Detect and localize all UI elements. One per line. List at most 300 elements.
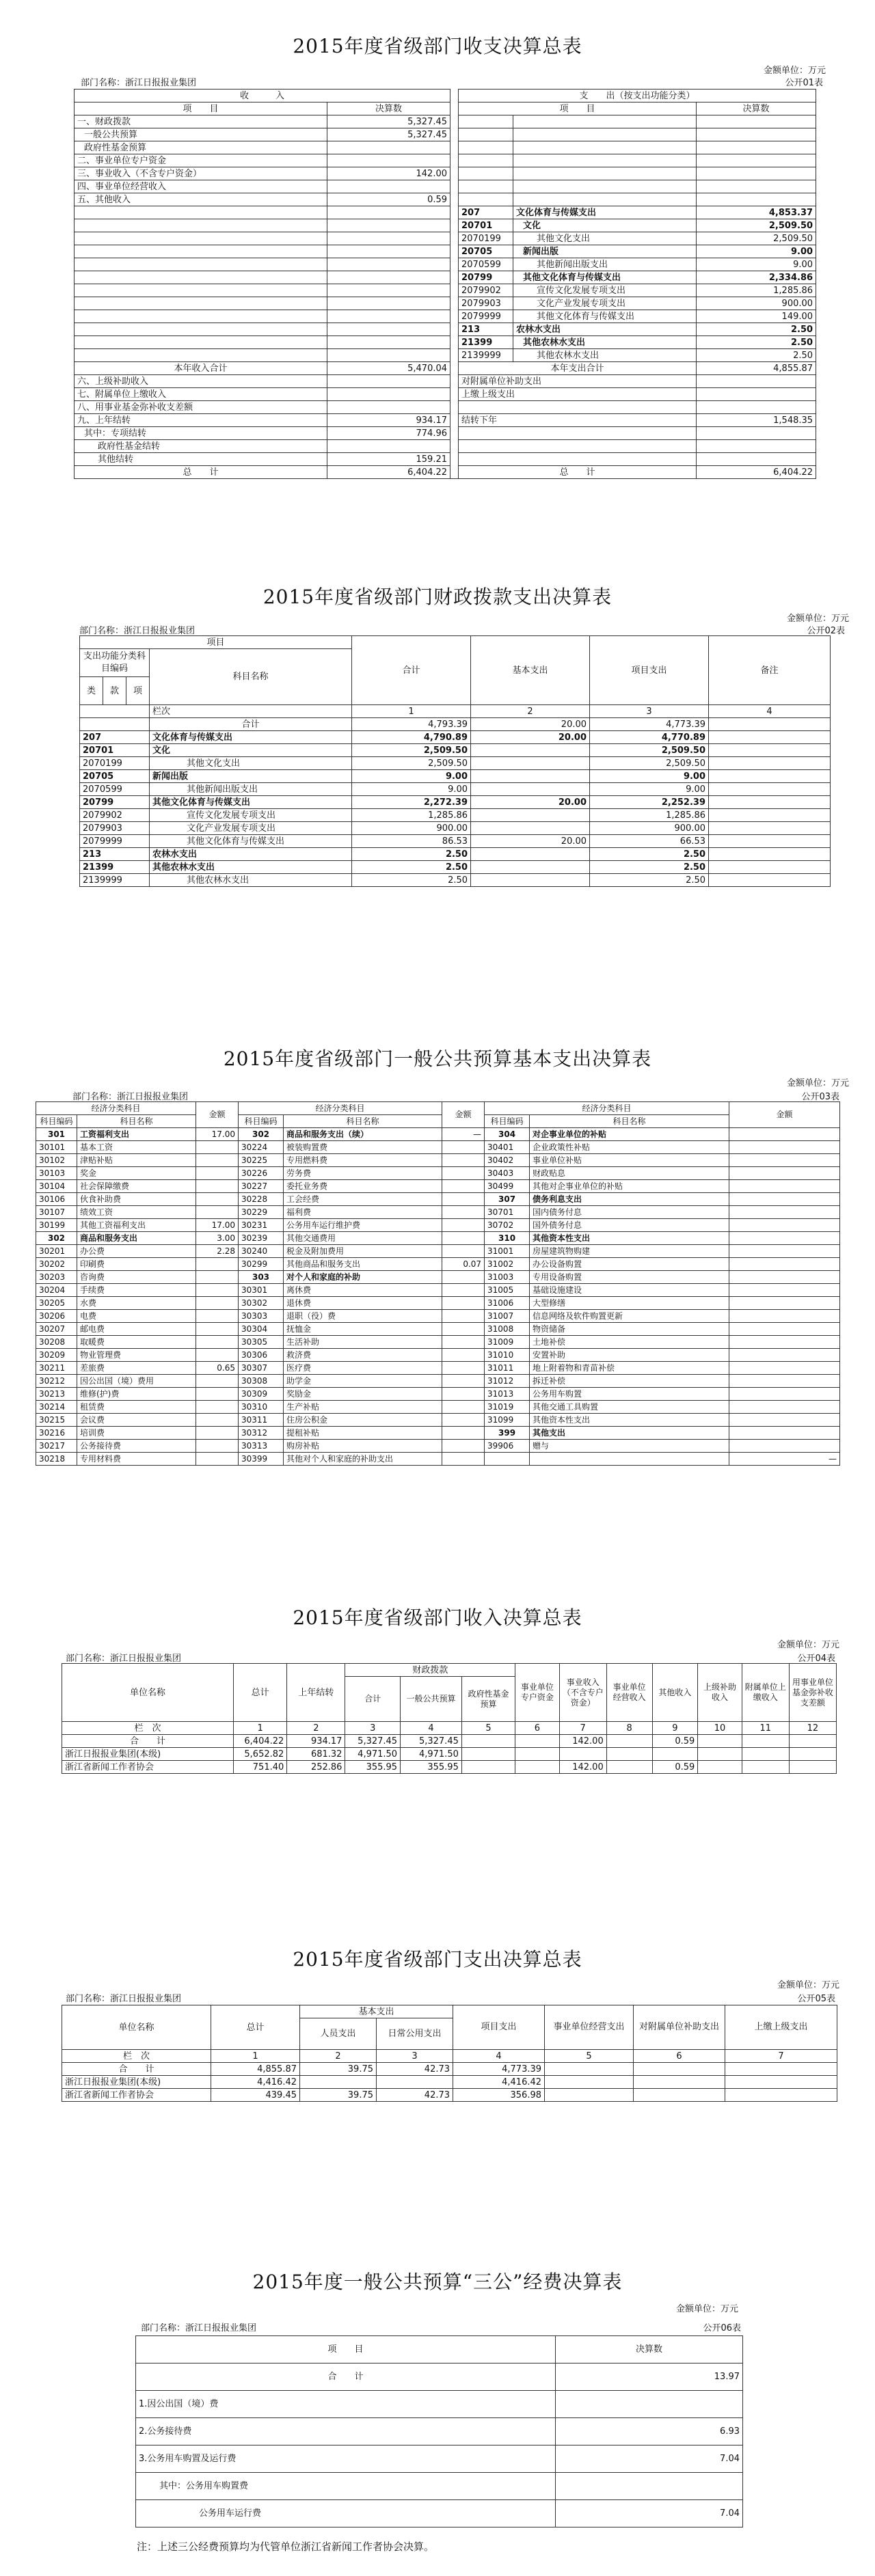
- t3-code: 31003: [485, 1271, 530, 1284]
- t1-gap: [450, 115, 459, 128]
- t5-value: [545, 2063, 634, 2076]
- t3-code: 30701: [485, 1206, 530, 1219]
- table-row: [80, 874, 831, 887]
- t1-hdr-final-l: 决算数: [327, 102, 450, 115]
- t2-h-total: 合计: [352, 636, 471, 705]
- t2-value: [471, 861, 590, 874]
- t2-note: [709, 757, 831, 770]
- t2-value: 9.00: [590, 770, 709, 783]
- t4-value: [515, 1748, 559, 1761]
- t1-hdr-item-l: 项 目: [75, 102, 327, 115]
- t5-code: 公开05表: [797, 1994, 835, 2004]
- t4-value: 252.86: [287, 1761, 345, 1774]
- table-row: [36, 1219, 840, 1232]
- t1-empty: [75, 219, 327, 232]
- t1-code: 公开01表: [785, 78, 823, 88]
- table-row: [80, 809, 831, 822]
- t4-value: 934.17: [287, 1735, 345, 1748]
- table-row: [80, 744, 831, 757]
- t1-empty: [513, 167, 697, 180]
- table-row: [75, 323, 816, 336]
- t5-value: 4,416.42: [453, 2076, 545, 2089]
- table-row: [80, 835, 831, 848]
- t1-gap: [450, 466, 459, 479]
- t1-empty: [459, 193, 513, 206]
- t4-table: [62, 1663, 837, 1774]
- t4-value: [606, 1735, 652, 1748]
- t1-grand-label-r: 总 计: [459, 466, 697, 479]
- t3-name: 事业单位补贴: [530, 1154, 729, 1167]
- t3-amount: [729, 1401, 840, 1414]
- t1-bottom-value: [327, 440, 450, 453]
- t3-name: 福利费: [284, 1206, 442, 1219]
- t1-expense-label: 文化体育与传媒支出: [513, 206, 697, 219]
- table-row: [75, 206, 816, 219]
- t3-code: 301: [36, 1128, 77, 1141]
- t3-code: 30216: [36, 1427, 77, 1440]
- t1-expense-value: 2,509.50: [697, 219, 816, 232]
- t1-gap: [450, 102, 459, 115]
- table-row: [36, 1362, 840, 1375]
- table-row: [62, 2063, 837, 2076]
- t3-code: 303: [239, 1271, 284, 1284]
- t2-name: 其他文化体育与传媒支出: [150, 796, 352, 809]
- t1-empty: [697, 154, 816, 167]
- t3-name: 工会经费: [284, 1193, 442, 1206]
- t1-empty: [75, 349, 327, 362]
- t1-gap: [450, 440, 459, 453]
- table-row: [75, 440, 816, 453]
- t1-expense-value: 1,285.86: [697, 284, 816, 297]
- t3-h-name: 科目名称: [530, 1115, 729, 1128]
- table-row: [36, 1388, 840, 1401]
- t4-col-num: 10: [698, 1722, 742, 1735]
- t3-name: 办公设备购置: [530, 1258, 729, 1271]
- t3-amount: [442, 1453, 485, 1466]
- t1-empty: [697, 193, 816, 206]
- t3-code: 399: [485, 1427, 530, 1440]
- t1-expense-total: 4,855.87: [697, 362, 816, 375]
- t1-expense-value: 2.50: [697, 349, 816, 362]
- table-row: [36, 1128, 840, 1141]
- t2-name: 文化产业发展专项支出: [150, 822, 352, 835]
- t1-income-label: 一、财政拨款: [75, 115, 327, 128]
- t2-code: 公开02表: [807, 626, 845, 636]
- t1-expense-code: 2139999: [459, 349, 513, 362]
- t1-gap: [450, 193, 459, 206]
- t5-value: [725, 2063, 837, 2076]
- t1-empty: [697, 167, 816, 180]
- t1-bottom-value: 159.21: [327, 453, 450, 466]
- table-row: [75, 102, 816, 115]
- t3-name: 退职（役）费: [284, 1310, 442, 1323]
- t2-name: 文化: [150, 744, 352, 757]
- t3-code: 30301: [239, 1284, 284, 1297]
- t2-note: [709, 796, 831, 809]
- t3-code: 30313: [239, 1440, 284, 1453]
- t3-h-name: 科目名称: [77, 1115, 196, 1128]
- t1-gap: [450, 206, 459, 219]
- t2-name: 其他文化体育与传媒支出: [150, 835, 352, 848]
- t3-name: 其他交通工具购置: [530, 1401, 729, 1414]
- t4-unit-name: 合 计: [62, 1735, 234, 1748]
- table-row: [36, 1297, 840, 1310]
- t4-col-num: 6: [515, 1722, 559, 1735]
- t3-code: 30299: [239, 1258, 284, 1271]
- t5-unit: 金额单位：万元: [777, 1980, 839, 1990]
- table-row: [62, 1664, 837, 1677]
- t1-bottom-value: [327, 375, 450, 388]
- t4-value: 5,652.82: [234, 1748, 287, 1761]
- t4-value: [742, 1761, 789, 1774]
- t3-code: 30403: [485, 1167, 530, 1180]
- t1-expense-value: 900.00: [697, 297, 816, 310]
- t5-value: [300, 2076, 377, 2089]
- t6-item-value: 13.97: [556, 2363, 743, 2391]
- t3-amount: [729, 1128, 840, 1141]
- t3-amount: 17.00: [196, 1128, 239, 1141]
- t1-gap: [450, 414, 459, 427]
- t3-code: 30218: [36, 1453, 77, 1466]
- t3-code: 31006: [485, 1297, 530, 1310]
- table-row: [62, 1735, 837, 1748]
- t3-name: 其他商品和服务支出: [284, 1258, 442, 1271]
- t3-amount: [196, 1453, 239, 1466]
- t1-expense-label: 其他新闻出版支出: [513, 258, 697, 271]
- t1-gap: [450, 375, 459, 388]
- t1-gap: [450, 362, 459, 375]
- t1-empty: [459, 141, 513, 154]
- t4-col-num: 2: [287, 1722, 345, 1735]
- t4-value: [698, 1735, 742, 1748]
- t4-value: 5,327.45: [401, 1735, 462, 1748]
- t2-value: 2,252.39: [590, 796, 709, 809]
- t1-expense-value: 2,334.86: [697, 271, 816, 284]
- t1-hdr-expense: 支 出（按支出功能分类）: [459, 90, 816, 102]
- t6-code: 公开06表: [703, 2323, 741, 2333]
- t1-expense-code: 20799: [459, 271, 513, 284]
- t6-item-label: 2.公务接待费: [136, 2418, 556, 2445]
- t3-name: 助学金: [284, 1375, 442, 1388]
- t3-name: 劳务费: [284, 1167, 442, 1180]
- t4-h-col: 其他收入: [652, 1664, 698, 1722]
- t2-note: [709, 822, 831, 835]
- t2-h-proj: 项目支出: [590, 636, 709, 705]
- t3-code: 30224: [239, 1141, 284, 1154]
- table-row: [36, 1193, 840, 1206]
- t2-h-item: 项目: [80, 636, 352, 649]
- t3-name: 医疗费: [284, 1362, 442, 1375]
- t3-code: 302: [239, 1128, 284, 1141]
- t3-name: 物资储备: [530, 1323, 729, 1336]
- t5-h-name: 单位名称: [62, 2005, 211, 2050]
- t2-value: 9.00: [352, 770, 471, 783]
- t1-gap: [450, 284, 459, 297]
- table-row: [80, 796, 831, 809]
- t1-expense-label: 其他农林水支出: [513, 349, 697, 362]
- t4-h-fiscal: 财政拨款: [345, 1664, 515, 1677]
- t2-code: 213: [80, 848, 150, 861]
- t3-code: 30499: [485, 1180, 530, 1193]
- t1-empty: [327, 271, 450, 284]
- t4-col-num: 9: [652, 1722, 698, 1735]
- t2-value: [471, 809, 590, 822]
- t5-value: [634, 2063, 725, 2076]
- t1-bottom-exp-label: [459, 401, 697, 414]
- t3-name: 取暖费: [77, 1336, 196, 1349]
- t3-amount: [729, 1206, 840, 1219]
- t2-n1: 1: [352, 705, 471, 718]
- t2-note: [709, 835, 831, 848]
- t3-amount: [442, 1323, 485, 1336]
- table-row: [62, 2050, 837, 2063]
- t3-code: 30204: [36, 1284, 77, 1297]
- t3-code: 39906: [485, 1440, 530, 1453]
- t3-name: 大型修缮: [530, 1297, 729, 1310]
- t3-code: 30304: [239, 1323, 284, 1336]
- t2-value: 86.53: [352, 835, 471, 848]
- t2-code: 20701: [80, 744, 150, 757]
- t3-amount: [729, 1232, 840, 1245]
- t4-value: 0.59: [652, 1761, 698, 1774]
- table-row: [80, 783, 831, 796]
- t3-name: 工资福利支出: [77, 1128, 196, 1141]
- t1-expense-label: 其他文化体育与传媒支出: [513, 310, 697, 323]
- t3-amount: 17.00: [196, 1219, 239, 1232]
- t1-gap: [450, 219, 459, 232]
- table-row: [75, 362, 816, 375]
- t4-h-col: 上级补助收入: [698, 1664, 742, 1722]
- t1-empty: [697, 115, 816, 128]
- t5-value: [545, 2089, 634, 2102]
- t2-value: 9.00: [590, 783, 709, 796]
- t3-code: 31001: [485, 1245, 530, 1258]
- t3-code: 30101: [36, 1141, 77, 1154]
- t1-empty: [75, 336, 327, 349]
- t3-amount: 3.00: [196, 1232, 239, 1245]
- t1-hdr-item-r: 项 目: [459, 102, 697, 115]
- t1-empty: [697, 141, 816, 154]
- t2-value: 900.00: [590, 822, 709, 835]
- table-row: [80, 822, 831, 835]
- t1-gap: [450, 310, 459, 323]
- table-row: [80, 861, 831, 874]
- table-row: [62, 2076, 837, 2089]
- t1-table: [74, 89, 816, 479]
- t3-amount: 0.65: [196, 1362, 239, 1375]
- t1-bottom-value: 774.96: [327, 427, 450, 440]
- t3-name: 土地补偿: [530, 1336, 729, 1349]
- table-row: [62, 1722, 837, 1735]
- t3-amount: [442, 1167, 485, 1180]
- t1-empty: [327, 219, 450, 232]
- t3-amount: [196, 1349, 239, 1362]
- t3-amount: [729, 1141, 840, 1154]
- t3-name: 拆迁补偿: [530, 1375, 729, 1388]
- t3-code: 30213: [36, 1388, 77, 1401]
- t4-unit: 金额单位：万元: [777, 1640, 839, 1650]
- t5-h-daily: 日常公用支出: [377, 2018, 453, 2050]
- t3-amount: [196, 1206, 239, 1219]
- t2-name: 其他文化支出: [150, 757, 352, 770]
- t1-empty: [459, 154, 513, 167]
- t5-col-num: 3: [377, 2050, 453, 2063]
- t3-code: 30307: [239, 1362, 284, 1375]
- t4-value: 4,971.50: [345, 1748, 401, 1761]
- t3-amount: [196, 1336, 239, 1349]
- table-row: [36, 1375, 840, 1388]
- t1-empty: [75, 297, 327, 310]
- table-row: [75, 414, 816, 427]
- t4-h-col: 事业收入（不含专户资金）: [559, 1664, 606, 1722]
- t1-bottom-exp-label: 上缴上级支出: [459, 388, 697, 401]
- t2-value: 2.50: [590, 848, 709, 861]
- t3-code: 30303: [239, 1310, 284, 1323]
- t4-col-num: 7: [559, 1722, 606, 1735]
- t6-table: [135, 2335, 743, 2527]
- t3-name: 其他资本性支出: [530, 1232, 729, 1245]
- t3-name: 委托业务费: [284, 1180, 442, 1193]
- t3-code: 30199: [36, 1219, 77, 1232]
- t3-name: 安置补助: [530, 1349, 729, 1362]
- t1-bottom-exp-value: [697, 453, 816, 466]
- table-row: [75, 401, 816, 414]
- t5-h-basic: 基本支出: [300, 2005, 453, 2018]
- t1-income-value: [327, 141, 450, 154]
- t3-name: 专用设备购置: [530, 1271, 729, 1284]
- t5-unit-name: 合 计: [62, 2063, 211, 2076]
- t3-amount: [729, 1258, 840, 1271]
- t3-amount: [442, 1427, 485, 1440]
- t1-income-value: 0.59: [327, 193, 450, 206]
- t3-name: 咨询费: [77, 1271, 196, 1284]
- t3-name: 对企事业单位的补贴: [530, 1128, 729, 1141]
- t3-name: 抚恤金: [284, 1323, 442, 1336]
- t3-amount: [196, 1284, 239, 1297]
- t3-amount: [442, 1388, 485, 1401]
- table-row: [36, 1232, 840, 1245]
- t1-expense-code: 207: [459, 206, 513, 219]
- t3-dept: 部门名称：浙江日报报业集团: [72, 1092, 189, 1102]
- t1-income-label: 五、其他收入: [75, 193, 327, 206]
- t4-unit-name: 浙江省新闻工作者协会: [62, 1761, 234, 1774]
- t2-n2: 2: [471, 705, 590, 718]
- t2-code: 20705: [80, 770, 150, 783]
- t2-name: 其他农林水支出: [150, 861, 352, 874]
- t1-expense-label: 其他农林水支出: [513, 336, 697, 349]
- t5-value: [634, 2076, 725, 2089]
- t4-col-num: 8: [606, 1722, 652, 1735]
- t2-note: [709, 848, 831, 861]
- t5-dept: 部门名称：浙江日报报业集团: [66, 1994, 182, 2004]
- table-row: [36, 1284, 840, 1297]
- t1-grand-right: 6,404.22: [697, 466, 816, 479]
- t3-title: 2015年度省级部门一般公共预算基本支出决算表: [223, 1047, 652, 1070]
- t2-name: 其他农林水支出: [150, 874, 352, 887]
- table-row: [36, 1245, 840, 1258]
- t4-value: [606, 1748, 652, 1761]
- t3-code: 30239: [239, 1232, 284, 1245]
- t3-name: 其他交通费用: [284, 1232, 442, 1245]
- t4-h-col: 用事业单位基金弥补收支差额: [789, 1664, 836, 1722]
- t1-empty: [513, 193, 697, 206]
- t1-empty: [75, 323, 327, 336]
- t3-code: 31019: [485, 1401, 530, 1414]
- t3-amount: [442, 1362, 485, 1375]
- t3-code: 304: [485, 1128, 530, 1141]
- t4-value: 355.95: [345, 1761, 401, 1774]
- t2-value: [471, 744, 590, 757]
- t5-h-col: 对附属单位补助支出: [634, 2005, 725, 2050]
- t2-h-name: 科目名称: [150, 649, 352, 705]
- t1-empty: [75, 245, 327, 258]
- t4-value: 0.59: [652, 1735, 698, 1748]
- t1-empty: [327, 336, 450, 349]
- t2-note: [709, 874, 831, 887]
- t3-code: 30399: [239, 1453, 284, 1466]
- t3-code: 30401: [485, 1141, 530, 1154]
- t3-amount: [196, 1375, 239, 1388]
- t3-code: 30203: [36, 1271, 77, 1284]
- t5-col-label: 栏 次: [62, 2050, 211, 2063]
- t3-amount: [442, 1414, 485, 1427]
- t3-amount: [196, 1167, 239, 1180]
- t5-value: 39.75: [300, 2063, 377, 2076]
- t5-col-num: 5: [545, 2050, 634, 2063]
- t5-value: 356.98: [453, 2089, 545, 2102]
- t3-code: 307: [485, 1193, 530, 1206]
- t1-hdr-income: 收 入: [75, 90, 450, 102]
- table-row: [36, 1167, 840, 1180]
- t2-name: 新闻出版: [150, 770, 352, 783]
- t6-h-item: 项 目: [136, 2336, 556, 2363]
- table-row: [80, 848, 831, 861]
- t1-income-label: 二、事业单位专户资金: [75, 154, 327, 167]
- t3-h-code: 科目编码: [36, 1115, 77, 1128]
- t3-name: 商品和服务支出: [77, 1232, 196, 1245]
- t2-value: 2.50: [590, 874, 709, 887]
- t4-h-col: 附属单位上缴收入: [742, 1664, 789, 1722]
- table-row: [136, 2445, 743, 2473]
- t4-col-num: 12: [789, 1722, 836, 1735]
- t3-code: 30107: [36, 1206, 77, 1219]
- t3-code: 31010: [485, 1349, 530, 1362]
- t1-expense-label: 其他文化支出: [513, 232, 697, 245]
- t2-code: 2079902: [80, 809, 150, 822]
- t2-code: 2079903: [80, 822, 150, 835]
- t2-note: [709, 809, 831, 822]
- t1-bottom-label: 八、用事业基金弥补收支差额: [75, 401, 327, 414]
- t1-gap: [450, 154, 459, 167]
- table-row: [36, 1206, 840, 1219]
- t2-value: 66.53: [590, 835, 709, 848]
- t6-note: 注：上述三公经费预算均为代管单位浙江省新闻工作者协会决算。: [137, 2540, 435, 2553]
- t3-amount: [196, 1180, 239, 1193]
- t5-unit-name: 浙江省新闻工作者协会: [62, 2089, 211, 2102]
- t3-code: 30201: [36, 1245, 77, 1258]
- t5-value: 39.75: [300, 2089, 377, 2102]
- t5-unit-name: 浙江日报报业集团(本级): [62, 2076, 211, 2089]
- t3-code: 30308: [239, 1375, 284, 1388]
- t1-gap: [450, 349, 459, 362]
- table-row: [75, 336, 816, 349]
- t3-amount: [196, 1193, 239, 1206]
- t1-bottom-exp-label: [459, 453, 697, 466]
- t3-amount: [442, 1180, 485, 1193]
- table-row: [75, 271, 816, 284]
- t2-code: 21399: [80, 861, 150, 874]
- table-row: [136, 2500, 743, 2527]
